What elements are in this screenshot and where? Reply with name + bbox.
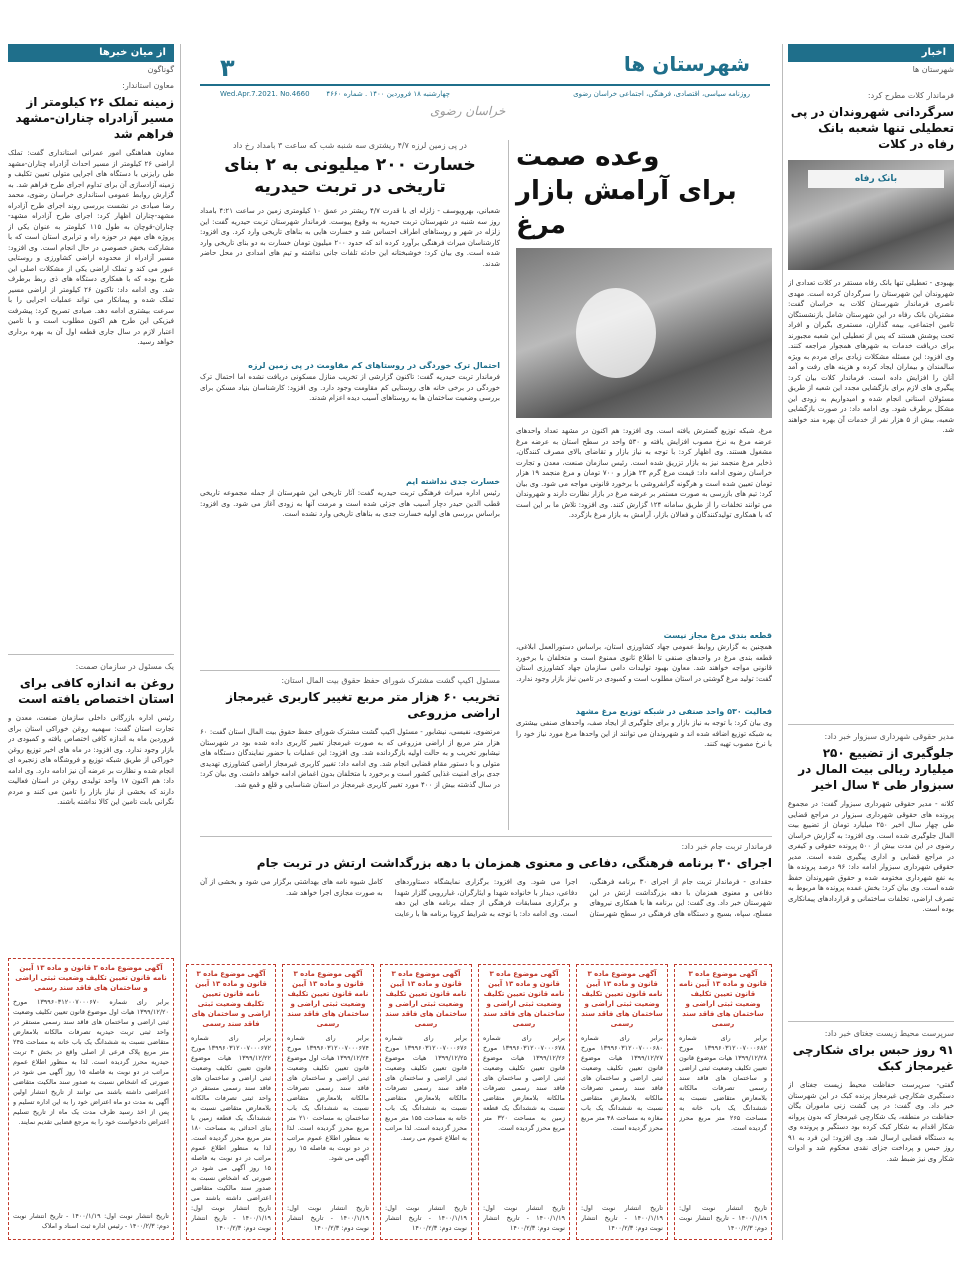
ad-body: برابر رای شماره ۱۳۹۹۶۰۳۱۲۰۰۷۰۰۰۶۷۶ مورخ ۱۳۹۹/۱۲/۲۵ هیات موضوع قانون تعیین تکلیف وضعیت ثبتی اراضی و ساختمان های فاقد سند رسمی تصرفات مالکانه بلامعارض متقاضی نسبت به ششدانگ یک باب خانه به مساحت ۱۵۵ متر مربع محرز گردیده است. لذا مراتب به اطلاع عموم می رسد. [385,1034,467,1142]
right-story1-kicker: فرماندار کلات مطرح کرد: [867,91,954,100]
land-body: مرتضوی، نفیسی، نیشابور - مسئول اکیپ گشت مشترک شورای حفظ حقوق بیت المال استان گفت: ۶۰ هزار متر مربع از اراضی مزروعی که به صورت غیرمجاز تغییر کاربری داده شده بود در شهرستان نیشابور تخریب و به حالت اولیه بازگردانده شد. وی افزود: این عملیات با حضور نمایندگان دستگاه های متولی و با دستور مقام قضایی انجام شد. وی ادامه داد: تغییر کاربری غیرمجاز اراضی کشاورزی تهدیدی جدی برای امنیت غذایی کشور است و برخورد با متخلفان بدون اغماض ادامه خواهد داشت. وی بیان کرد: در سال گذشته بیش از ۴۰۰ مورد تغییر کاربری غیرمجاز در استان شناسایی و قلع و قمع شد. [200,728,500,789]
legal-ad [8,958,174,1240]
page-header [200,48,770,128]
quake-sub2: خسارت جدی نداشته ایم [406,477,500,486]
paper-tagline: روزنامه سیاسی، اقتصادی، فرهنگی، اجتماعی خراسان رضوی [573,90,750,98]
legal-ad [186,964,276,1240]
ad-title: آگهی موضوع ماده ۳ قانون و ماده ۱۳ آیین نامه قانون تعیین تکلیف وضعیت ثبتی اراضی و ساختمان های فاقد سند رسمی [287,970,369,1028]
quake-body: شعبانی، بهرویوسف - زلزله ای با قدرت ۴/۷ ریشتر در عمق ۱۰ کیلومتری زمین در ساعت ۴:۲۱ بامداد روز سه شنبه در شهرستان تربت حیدریه به وقوع پیوست. فرماندار شهرستان تربت حیدریه گفت: این زلزله در شهر و روستاهای اطراف احساس شد و خسارت هایی به بناهای تاریخی وارد کرد. وی افزود: کارشناسان میراث فرهنگی برآورد کرده اند که حدود ۲۰۰ میلیون تومان خسارت به دو بنای تاریخی وارد شده است. وی بیان کرد: خوشبختانه این حادثه تلفات جانی نداشته و تیم های امدادی در محل حاضر شدند. [200,207,500,268]
lead-sub1: قطعه بندی مرغ مجاز نیست [663,631,772,640]
left-section-sub: گوناگون [147,65,174,74]
page-title: شهرستان ها [623,52,750,76]
right-story2-title: جلوگیری از تضییع ۲۵۰ میلیارد ریالی بیت المال در سبزوار طی ۴ سال اخیر [798,746,954,792]
lead-title-1: وعده صمت [516,142,660,172]
quake-sub1-body: فرماندار تربت حیدریه گفت: تاکنون گزارشی از تخریب منازل مسکونی دریافت نشده اما احتمال ترک خوردگی در برخی خانه های روستایی کم مقاومت وجود دارد. وی افزود: کارشناسان بنیاد مسکن برای بررسی وضعیت ساختمان ها به روستاهای آسیب دیده اعزام شدند. [200,373,500,402]
ad-title: آگهی موضوع ماده ۳ قانون و ماده ۱۳ آیین نامه قانون تعیین تکلیف وضعیت ثبتی اراضی و ساختمان های فاقد سند رسمی [483,970,565,1028]
right-story2-body: کلانه - مدیر حقوقی شهرداری سبزوار گفت: در مجموع پرونده های حقوقی شهرداری سبزوار در مراجع قضایی طی چهار سال اخیر ۲۵۰ میلیارد تومان از تضییع بیت المال جلوگیری شده است. وی افزود: به گزارش خراسان رضوی در این مدت بیش از ۵۰۰ پرونده حقوقی و کیفری در مراجع قضایی و اداری پیگیری شده است. مدیر حقوقی شهرداری سبزوار ادامه داد: ۹۶ درصد پرونده ها به نفع شهرداری مختومه شده و حقوق شهروندان حفظ شده است. وی بیان کرد: بخش عمده پرونده ها مربوط به تصرف اراضی، تخلفات ساختمانی و قراردادهای پیمانکاری بوده است. [788,800,954,913]
right-story1-title: سرگردانی شهروندان در پی تعطیلی تنها شعبه بانک رفاه در کلات [790,105,954,151]
right-story1-body: بهبودی - تعطیلی تنها بانک رفاه مستقر در کلات تعدادی از شهروندان این شهرستان را سرگردان کرده است. مهدی ناصری فرماندار شهرستان کلات به خراسان گفت: مشتریان بانک رفاه در این شهرستان شامل بازنشستگان تامین اجتماعی، بیمه گذاران، مستمری بگیران و افراد تحت پوشش هستند که پس از تعطیلی این شعبه مجبورند برای دریافت خدمات به شهرهای همجوار مراجعه کنند. وی افزود: این مسئله مشکلات زیادی برای مردم به ویژه سالمندان و بیماران ایجاد کرده و هزینه های رفت و آمد آنان را افزایش داده است. فرماندار کلات بیان کرد: پیگیری های لازم برای بازگشایی مجدد این شعبه از طریق مسئولان استانی انجام شده و امیدواریم به زودی این مشکل برطرف شود. وی ادامه داد: در صورت بازگشایی شعبه، بیش از ۵ هزار نفر از خدمات آن بهره مند خواهند شد. [788,279,954,434]
left-section-bar: از میان خبرها [8,44,174,62]
paper-logo: خراسان رضوی [430,104,506,118]
legal-ad [576,964,668,1240]
land-title: تخریب ۶۰ هزار متر مربع تغییر کاربری غیرمجاز اراضی مزروعی [226,690,500,720]
quake-story [200,140,500,660]
land-kicker: مسئول اکیپ گشت مشترک شورای حفظ حقوق بیت المال استان: [281,676,500,685]
ad-body: برابر رای شماره ۱۳۹۹۶۰۳۱۲۰۰۷۰۰۰۶۷۲ مورخ ۱۳۹۹/۱۲/۲۲ هیات موضوع قانون تعیین تکلیف وضعیت ثبتی اراضی و ساختمان های فاقد سند رسمی مستقر در واحد ثبتی تصرفات مالکانه بلامعارض متقاضی نسبت به ششدانگ یک قطعه زمین با بنای احداثی به مساحت ۱۸۰ متر مربع محرز گردیده است. لذا به منظور اطلاع عموم مراتب در دو نوبت به فاصله ۱۵ روز آگهی می شود در صورتی که اشخاص نسبت به صدور سند مالکیت متقاضی اعتراضی داشته باشند می [191,1034,271,1202]
culture-story [200,836,772,956]
lead-sub1-body: همچنین به گزارش روابط عمومی جهاد کشاورزی استان، براساس دستورالعمل ابلاغی، قطعه بندی مرغ در واحدهای صنفی تا اطلاع ثانوی ممنوع است و متخلفان با برخورد قانونی مواجه خواهند شد. معاون بهبود تولیدات دامی سازمان جهاد کشاورزی استان گفت: تولید مرغ گوشتی در استان مطلوب است و کمبودی در تامین نیاز بازار وجود ندارد. [516,643,772,683]
page-number: ۳ [220,54,235,82]
left-story1-kicker: معاون استاندار: [122,81,174,90]
bank-photo [788,160,954,270]
date-english: Wed.Apr.7.2021. No.4660 [220,90,310,98]
ad-footer: تاریخ انتشار نوبت اول: ۱۴۰۰/۱/۱۹ - تاریخ انتشار نوبت دوم: ۱۴۰۰/۲/۳ [191,1204,271,1232]
ad-body: برابر رای شماره ۱۳۹۹۶۰۳۱۲۰۰۷۰۰۰۶۸۲ مورخ ۱۳۹۹/۱۲/۲۸ هیات موضوع قانون تعیین تکلیف وضعیت ثبتی اراضی و ساختمان های فاقد سند رسمی تصرفات مالکانه بلامعارض متقاضی نسبت به ششدانگ یک باب خانه به مساحت ۲۶۵ متر مربع محرز گردیده است. [679,1034,767,1132]
left-story1-body: معاون هماهنگی امور عمرانی استانداری گفت: تملک اراضی ۲۶ کیلومتر از مسیر احداث آزادراه چناران-مشهد طی رایزنی با دستگاه های اجرایی متولی تعیین تکلیف و زمینه آزادسازی آن برای تداوم اجرای طرح فراهم شد. به گزارش روابط عمومی استانداری خراسان رضوی، محمد رضا صیادی در نشست بررسی روند اجرای طرح آزادراه مشهد-چناران اظهار کرد: اجرای طرح آزادراه مشهد-چناران-قوچان به طول ۱۱۵ کیلومتر به عنوان یکی از پروژه های مهم در حوزه راه و ترابری استان است که با مشارکت بخش خصوصی در حال انجام است. وی افزود: مسیر آزادراه از محدوده اراضی کشاورزی و روستایی عبور می کند و تملک اراضی یکی از مشکلات اصلی این طرح بوده که با همکاری دستگاه های ذی ربط برطرف شد. وی ادامه داد: تاکنون ۲۶ کیلومتر از اراضی مسیر تملک شده و پیمانکار می تواند عملیات اجرایی را با سرعت بیشتری ادامه دهد. صیادی تصریح کرد: پیشرفت فیزیکی این طرح هم اکنون مطلوب است و با تامین اعتبار لازم در سال جاری قطعه اول آن به بهره برداری خواهد رسید. [8,149,174,346]
ad-body: برابر رای شماره ۱۳۹۹۶۰۳۱۲۰۰۷۰۰۰۶۷۸ مورخ ۱۳۹۹/۱۲/۲۶ هیات موضوع قانون تعیین تکلیف وضعیت ثبتی اراضی و ساختمان های فاقد سند رسمی تصرفات مالکانه بلامعارض متقاضی نسبت به ششدانگ یک قطعه زمین به مساحت ۳۲۰ متر مربع محرز گردیده است. [483,1034,565,1132]
legal-ad [380,964,472,1240]
right-story3-title: ۹۱ روز حبس برای شکارچی غیرمجاز کبک [792,1043,954,1073]
ad-footer: تاریخ انتشار نوبت اول: ۱۴۰۰/۱/۱۹ - تاریخ انتشار نوبت دوم: ۱۴۰۰/۲/۳ [385,1204,467,1232]
ad-title: آگهی موضوع ماده ۳ قانون و ماده ۱۳ آیین نامه قانون تعیین تکلیف وضعیت ثبتی اراضی و ساختمان های فاقد سند رسمی [581,970,663,1028]
left-story2-kicker: یک مسئول در سازمان صمت: [75,662,174,671]
ad-footer: تاریخ انتشار نوبت اول: ۱۴۰۰/۱/۱۹ - تاریخ انتشار نوبت دوم: ۱۴۰۰/۲/۳ [679,1204,767,1232]
quake-sub2-body: رئیس اداره میراث فرهنگی تربت حیدریه گفت: آثار تاریخی این شهرستان از جمله مجموعه تاریخی قطب الدین حیدر دچار آسیب های جزئی شده است و مرمت آنها به زودی آغاز می شود. وی افزود: براساس بررسی های اولیه خسارت جدی به بناهای تاریخی وارد نشده است. [200,489,500,518]
right-section-bar: اخبار [788,44,954,62]
right-story3-body: گفتی- سرپرست حفاظت محیط زیست جغتای از دستگیری شکارچی غیرمجاز پرنده کبک در این شهرستان خبر داد. وی گفت: در پی گشت زنی ماموران یگان حفاظت در منطقه، یک شکارچی غیرمجاز که بدون پروانه شکار اقدام به شکار کبک کرده بود دستگیر و پرونده وی به دستگاه قضایی ارسال شد. وی افزود: این فرد به ۹۱ روز حبس و پرداخت جزای نقدی محکوم شد و ادوات شکار وی نیز ضبط شد. [788,1081,954,1163]
right-story3-kicker: سرپرست محیط زیست جغتای خبر داد: [824,1029,954,1038]
shop-sign: بانک رفاه [808,170,944,188]
ad-body: برابر رای شماره ۱۳۹۹۶۰۳۱۲۰۰۷۰۰۰۶۷۴ مورخ ۱۳۹۹/۱۲/۲۴ هیات اول موضوع قانون تعیین تکلیف وضعیت ثبتی اراضی و ساختمان های فاقد سند رسمی تصرفات مالکانه بلامعارض متقاضی نسبت به ششدانگ یک باب ساختمان به مساحت ۲۱۰ متر مربع محرز گردیده است. لذا به منظور اطلاع عموم مراتب در دو نوبت به فاصله ۱۵ روز آگهی می شود. [287,1034,369,1162]
culture-body: حقدادی - فرماندار تربت جام از اجرای ۳۰ برنامه فرهنگی، دفاعی و معنوی همزمان با دهه بزرگداشت ارتش در این شهرستان خبر داد. وی گفت: این برنامه ها با همکاری نیروهای مسلح، سپاه، بسیج و دستگاه های فرهنگی در سطح شهرستان اجرا می شود. وی افزود: برگزاری نمایشگاه دستاوردهای دفاعی، دیدار با خانواده شهدا و ایثارگران، غبارروبی گلزار شهدا و برگزاری مسابقات فرهنگی از جمله برنامه های این دهه است. وی ادامه داد: با توجه به شرایط کرونا برنامه ها با رعایت کامل شیوه نامه های بهداشتی برگزار می شود و بخشی از آن به صورت مجازی اجرا خواهد شد. [200,878,772,918]
culture-title: اجرای ۳۰ برنامه فرهنگی، دفاعی و معنوی همزمان با دهه بزرگداشت ارتش در تربت جام [256,856,772,870]
right-column [788,44,954,1240]
left-story2-body: رئیس اداره بازرگانی داخلی سازمان صنعت، معدن و تجارت استان گفت: سهمیه روغن خوراکی استان برای فروردین ماه به اندازه کافی اختصاص یافته و کمبودی در بازار وجود ندارد. وی افزود: در ماه های اخیر توزیع روغن خوراکی از طریق شبکه توزیع و فروشگاه های زنجیره ای انجام شده و نظارت بر عرضه آن نیز ادامه دارد. وی ادامه داد: هم اکنون ۱۷ واحد تولیدی روغن در استان فعالیت دارند که بخشی از نیاز بازار را تامین می کنند و مردم نگرانی بابت تامین این کالا نداشته باشند. [8,714,174,806]
quake-kicker: در پی زمین لرزه ۴/۷ ریشتری سه شنبه شب که ساعت ۳ بامداد رخ داد [233,141,467,150]
right-section-sub: شهرستان ها [912,65,954,74]
ad-footer: تاریخ انتشار نوبت اول: ۱۴۰۰/۱/۱۹ - تاریخ انتشار نوبت دوم: ۱۴۰۰/۲/۳ [483,1204,565,1232]
lead-title-2: برای آرامش بازار مرغ [516,176,737,240]
culture-kicker: فرماندار تربت جام خبر داد: [681,842,772,851]
ad-footer: تاریخ انتشار نوبت اول: ۱۴۰۰/۱/۱۹ - تاریخ انتشار نوبت دوم: ۱۴۰۰/۲/۳ - رئیس اداره ثبت اسناد و املاک [13,1212,169,1230]
ad-footer: تاریخ انتشار نوبت اول: ۱۴۰۰/۱/۱۹ - تاریخ انتشار نوبت دوم: ۱۴۰۰/۲/۳ [287,1204,369,1232]
legal-ad [674,964,772,1240]
left-story1-title: زمینه تملک ۲۶ کیلومتر از مسیر آزادراه چناران-مشهد فراهم شد [15,95,174,141]
ad-footer: تاریخ انتشار نوبت اول: ۱۴۰۰/۱/۱۹ - تاریخ انتشار نوبت دوم: ۱۴۰۰/۲/۳ [581,1204,663,1232]
chicken-photo [516,248,772,418]
left-story2-title: روغن به اندازه کافی برای استان اختصاص یافته است [18,676,174,706]
date-persian: چهارشنبه ۱۸ فروردین ۱۴۰۰ . شماره ۴۶۶۰ [326,90,450,98]
ad-body: برابر رای شماره ۱۳۹۹۶۰۳۱۲۰۰۷۰۰۰۶۸۰ مورخ ۱۳۹۹/۱۲/۲۷ هیات موضوع قانون تعیین تکلیف وضعیت ثبتی اراضی و ساختمان های فاقد سند رسمی تصرفات مالکانه بلامعارض متقاضی نسبت به ششدانگ یک باب مغازه به مساحت ۴۸ متر مربع محرز گردیده است. [581,1034,663,1132]
land-story [200,670,500,830]
right-story2-kicker: مدیر حقوقی شهرداری سبزوار خبر داد: [824,732,954,741]
lead-body: مرغ، شبکه توزیع گسترش یافته است. وی افزود: هم اکنون در مشهد تعداد واحدهای عرضه مرغ به نرخ مصوب افزایش یافته و ۵۳۰ واحد در سطح استان به عرضه مرغ مشغول هستند. وی اظهار کرد: با توجه به نیاز بازار و تقاضای بالای مصرف کنندگان، ذخایر مرغ منجمد نیز به بازار تزریق شده است. رئیس سازمان صنعت، معدن و تجارت خراسان رضوی ادامه داد: قیمت مرغ گرم ۲۳ هزار و ۷۰۰ تومان و مرغ منجمد ۱۹ هزار تومان تعیین شده است و هرگونه گرانفروشی با برخورد قانونی مواجه می شود. وی بیان کرد: تیم های بازرسی به صورت مستمر بر عرضه مرغ در بازار نظارت دارند و شهروندان می توانند تخلفات را از طریق سامانه ۱۲۴ گزارش کنند. وی افزود: تلاش ما بر این است که با همکاری تولیدکنندگان و فعالان بازار، آرامش به بازار مرغ بازگردد. [516,427,772,519]
ad-title: آگهی موضوع ماده ۳ قانون و ماده ۱۳ آیین نامه قانون تعیین تکلیف وضعیت ثبتی اراضی و ساختمان های فاقد سند رسمی [678,970,767,1028]
legal-ad [478,964,570,1240]
lead-sub2: فعالیت ۵۳۰ واحد صنفی در شبکه توزیع مرغ مشهد [575,707,772,716]
ad-title: آگهی موضوع ماده ۳ قانون و ماده ۱۳ آیین نامه قانون تعیین تکلیف وضعیت ثبتی اراضی و ساختمان های فاقد سند رسمی [191,970,271,1028]
ad-title: آگهی موضوع ماده ۳ قانون و ماده ۱۳ آیین نامه قانون تعیین تکلیف وضعیت ثبتی اراضی و ساختمان های فاقد سند رسمی [15,964,167,992]
lead-story [516,140,772,780]
quake-sub1: احتمال ترک خوردگی در روستاهای کم مقاومت در پی زمین لرزه [248,361,500,370]
legal-ad [282,964,374,1240]
ad-title: آگهی موضوع ماده ۳ قانون و ماده ۱۳ آیین نامه قانون تعیین تکلیف وضعیت ثبتی اراضی و ساختمان های فاقد سند رسمی [385,970,467,1028]
quake-title: خسارت ۲۰۰ میلیونی به ۲ بنای تاریخی در تربت حیدریه [224,155,476,197]
lead-sub2-body: وی بیان کرد: با توجه به نیاز بازار و برای جلوگیری از ایجاد صف، واحدهای صنفی بیشتری به شبکه توزیع اضافه شده اند و شهروندان می توانند از این واحدها مرغ مورد نیاز خود را با نرخ مصوب تهیه کنند. [516,719,772,748]
ad-body: برابر رای شماره ۱۳۹۹۶۰۳۱۲۰۰۷۰۰۰۶۷۰ مورخ ۱۳۹۹/۱۲/۲۰ هیات اول موضوع قانون تعیین تکلیف وضعیت ثبتی اراضی و ساختمان های فاقد سند رسمی مستقر در واحد ثبتی تربت حیدریه تصرفات مالکانه بلامعارض متقاضی نسبت به ششدانگ یک باب خانه به مساحت ۲۴۵ متر مربع پلاک فرعی از اصلی واقع در بخش ۴ تربت حیدریه محرز گردیده است. لذا به منظور اطلاع عموم مراتب در دو نوبت به فاصله ۱۵ روز آگهی می شود در صورتی که اشخاص نسبت به صدور سند مالکیت متقاضی اعتراضی داشته باشند می توانند از تاریخ انتشار اولین آگهی به مدت دو ماه اعتراض خود را به این اداره تسلیم و پس از اخذ رسید ظرف مدت یک ماه از تاریخ تسلیم اعتراض دادخواست خود را به مرجع قضایی تقدیم نمایند. [13,998,169,1126]
